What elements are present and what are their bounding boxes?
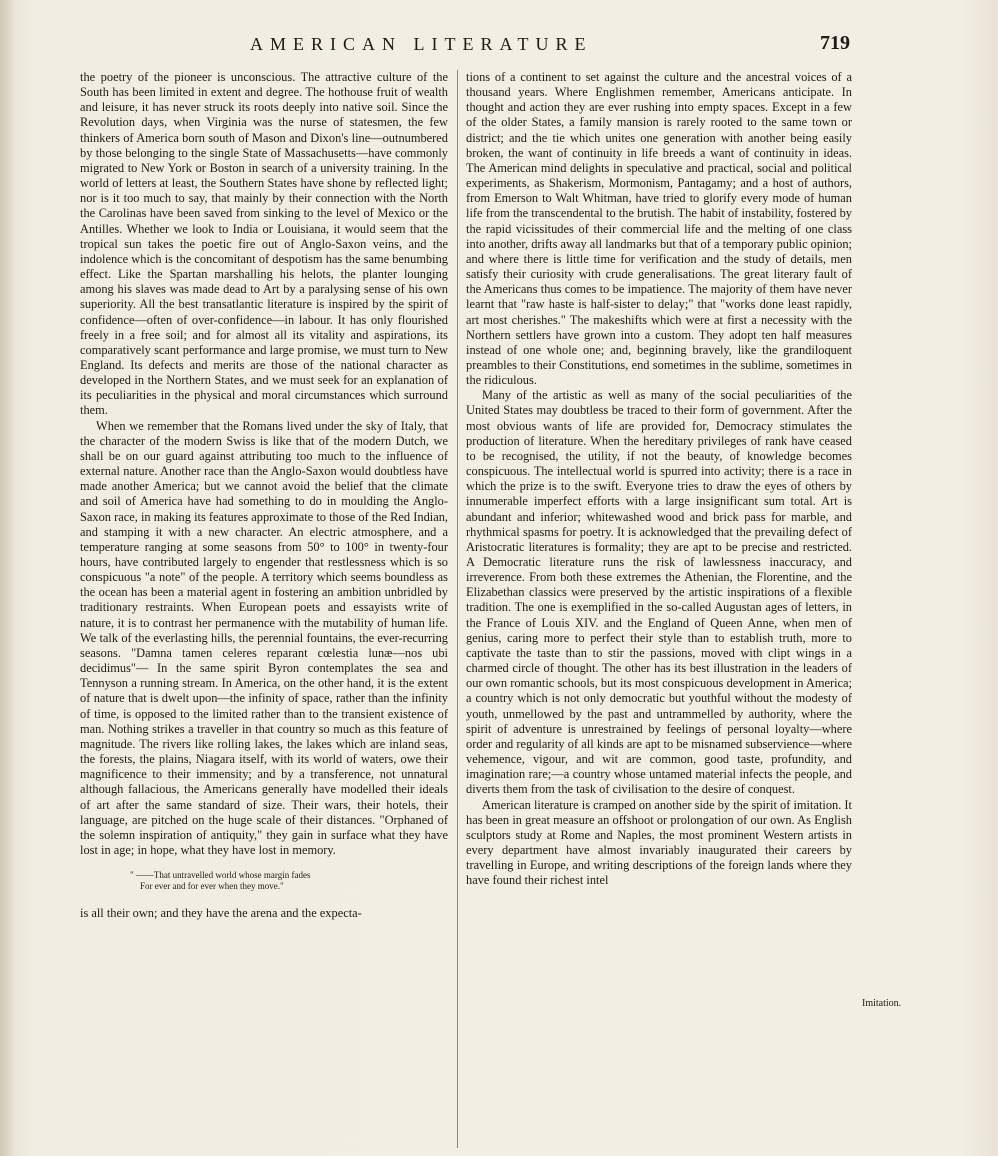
block-quote — [130, 870, 448, 892]
paragraph: American literature is cramped on another side by the spirit of imitation. It has been in great measure an offshoot or prolongation of our own. As English sculptors study at Rome and Naples, the most prominent Western artists in every department have almost invariably inaugurated their careers by travelling in Europe, and writing descriptions of the foreign lands where they have found their richest intel — [466, 797, 852, 888]
running-head-title: AMERICAN LITERATURE — [250, 34, 593, 54]
column-divider — [457, 70, 458, 1148]
paragraph: tions of a continent to set against the culture and the ancestral voices of a thousand years. Where Englishmen remember, Americans anticipate. In thought and action they are ever rushing into empty spaces. Except in a few of the older States, a family mansion is rarely rooted to the same town or district; and the tie which unites one generation with another being easily broken, the want of continuity in life breeds a want of continuity in ideas. The American mind delights in speculative and practical, social and political experiments, as Shakerism, Mormonism, Pantagamy; and a host of authors, from Emerson to Walt Whitman, have tried to glorify every mode of human life from the transcendental to the brutish. The habit of instability, fostered by the rapid vicissitudes of their commercial life and the melting of one class into another, drifts away all landmarks but that of a temporary public opinion; and where there is little time for verification and the study of details, men satisfy their curiosity with crude generalisations. The great literary fault of the Americans thus comes to be impatience. The majority of them have never learnt that "raw haste is half-sister to delay;" that "works done least rapidly, art most cherishes." The makeshifts which were at first a necessity with the Northern settlers have grown into a custom. They adopt ten half measures instead of one whole one; and, beginning bravely, like the grandiloquent preambles to their Constitutions, end sometimes in the sublime, sometimes in the ridiculous. — [466, 70, 852, 388]
paragraph: the poetry of the pioneer is unconscious. The attractive culture of the South has been limited in extent and degree. The hothouse fruit of wealth and leisure, it has never struck its roots deeply into native soil. Since the Revolution days, when Virginia was the nurse of statesmen, the few thinkers of America born south of Mason and Dixon's line—outnumbered by those belonging to the single State of Massachusetts—have commonly migrated to New York or Boston in search of a university training. In the world of letters at least, the Southern States have shone by reflected light; nor is it too much to say, that mainly by their connection with the North the Carolinas have been saved from sinking to the level of Mexico or the Antilles. Whether we look to India or Louisiana, it would seem that the tropical sun takes the poetic fire out of Anglo-Saxon veins, and the indolence which is the concomitant of despotism has the same benumbing effect. Like the Spartan marshalling his helots, the planter lounging among his slaves was made dead to Art by a paralysing sense of his own superiority. All the best transatlantic literature is inspired by the spirit of confidence—often of over-confidence—in labour. It has only flourished freely in a free soil; and for almost all its vitality and aspirations, its comparatively scant performance and large promise, we must turn to New England. Its defects and merits are those of the national character as developed in the Northern States, and we must seek for an explanation of its peculiarities in the physical and moral circumstances which surround them. — [80, 70, 448, 418]
running-head — [60, 34, 860, 60]
paragraph: Many of the artistic as well as many of the social peculiarities of the United States may doubtless be traced to their form of government. After the most obvious wants of life are provided for, Democracy stimulates the production of literature. When the hereditary privileges of rank have ceased to be recognised, the utility, if not the beauty, of knowledge becomes conspicuous. The intellectual world is spurred into activity; there is a race in which the prize is to the swift. Everyone tries to draw the eyes of others by innumerable imperfect efforts with a large insignificant sum total. Art is abundant and inferior; whitewashed wood and brick pass for marble, and rhythmical spasms for poetry. It is acknowledged that the prevailing defect of Aristocratic literatures is formality; they are apt to be precise and restricted. A Democratic literature runs the risk of lawlessness inaccuracy, and irreverence. From both these extremes the Athenian, the Florentine, and the Elizabethan classics were preserved by the artistic inspirations of a flexible tradition. The one is exemplified in the so-called Augustan ages of letters, in the France of Louis XIV. and the England of Queen Anne, when men of genius, caring more to perfect their style than to establish truth, more to captivate the taste than to stir the passions, moved with clipt wings in a charmed circle of thought. The other has its best illustration in the leaders of our own romantic schools, but its most conspicuous development in America; a country which is not only democratic but youthful without the modesty of youth, unmellowed by the past and untrammelled by authority, where the spirit of adventure is unrestrained by feelings of personal loyalty—where order and regularity of all kinds are apt to be misnamed subservience—where vehemence, vigour, and wit are common, good taste, profundity, and imagination rare;—a country whose untamed material infects the people, and diverts them from the task of civilisation to the desire of conquest. — [466, 388, 852, 797]
margin-note: Imitation. — [862, 998, 902, 1009]
page-gutter-shadow — [0, 0, 14, 1156]
page-number: 719 — [820, 32, 850, 54]
right-column — [466, 70, 852, 888]
paragraph: is all their own; and they have the arena and the expecta- — [80, 906, 362, 921]
left-column — [80, 70, 448, 921]
paragraph: When we remember that the Romans lived under the sky of Italy, that the character of the modern Swiss is like that of the modern Dutch, we shall be on our guard against attributing too much to the influence of external nature. Another race than the Anglo-Saxon would doubtless have made another America; but we cannot avoid the belief that the climate and soil of America have had something to do in moulding the Anglo-Saxon race, in making its features approximate to those of the Red Indian, and stamping it with a new character. An electric atmosphere, and a temperature ranging at some seasons from 50° to 100° in twenty-four hours, have contributed largely to engender that restlessness which is so conspicuous "a note" of the people. A territory which seems boundless as the ocean has been a material agent in fostering an ambition unbridled by traditionary restraints. When European poets and essayists write of nature, it is to contrast her permanence with the mutability of human life. We talk of the everlasting hills, the perennial fountains, the ever-recurring seasons. "Damna tamen celeres reparant cœlestia lunæ—nos ubi decidimus"— In the same spirit Byron contemplates the sea and Tennyson a running stream. In America, on the other hand, it is the extent of nature that is dwelt upon—the infinity of space, rather than the infinity of time, is opposed to the limited rather than to the transient existence of man. Nothing strikes a traveller in that country so much as this feature of magnitude. The rivers like rolling lakes, the lakes which are inland seas, the forests, the plains, Niagara itself, with its world of waters, owe their magnificence to their immensity; and by a transference, not unnatural although fallacious, the Americans generally have modelled their ideals of art after the same standard of size. Their wars, their hotels, their language, are pitched on the huge scale of their distances. "Orphaned of the solemn inspiration of antiquity," they gain in surface what they have lost in age; in hope, what they have lost in memory. — [80, 418, 448, 857]
quote-line: For ever and for ever when they move." — [140, 881, 284, 892]
quote-line: " ——That untravelled world whose margin fades — [130, 870, 311, 881]
